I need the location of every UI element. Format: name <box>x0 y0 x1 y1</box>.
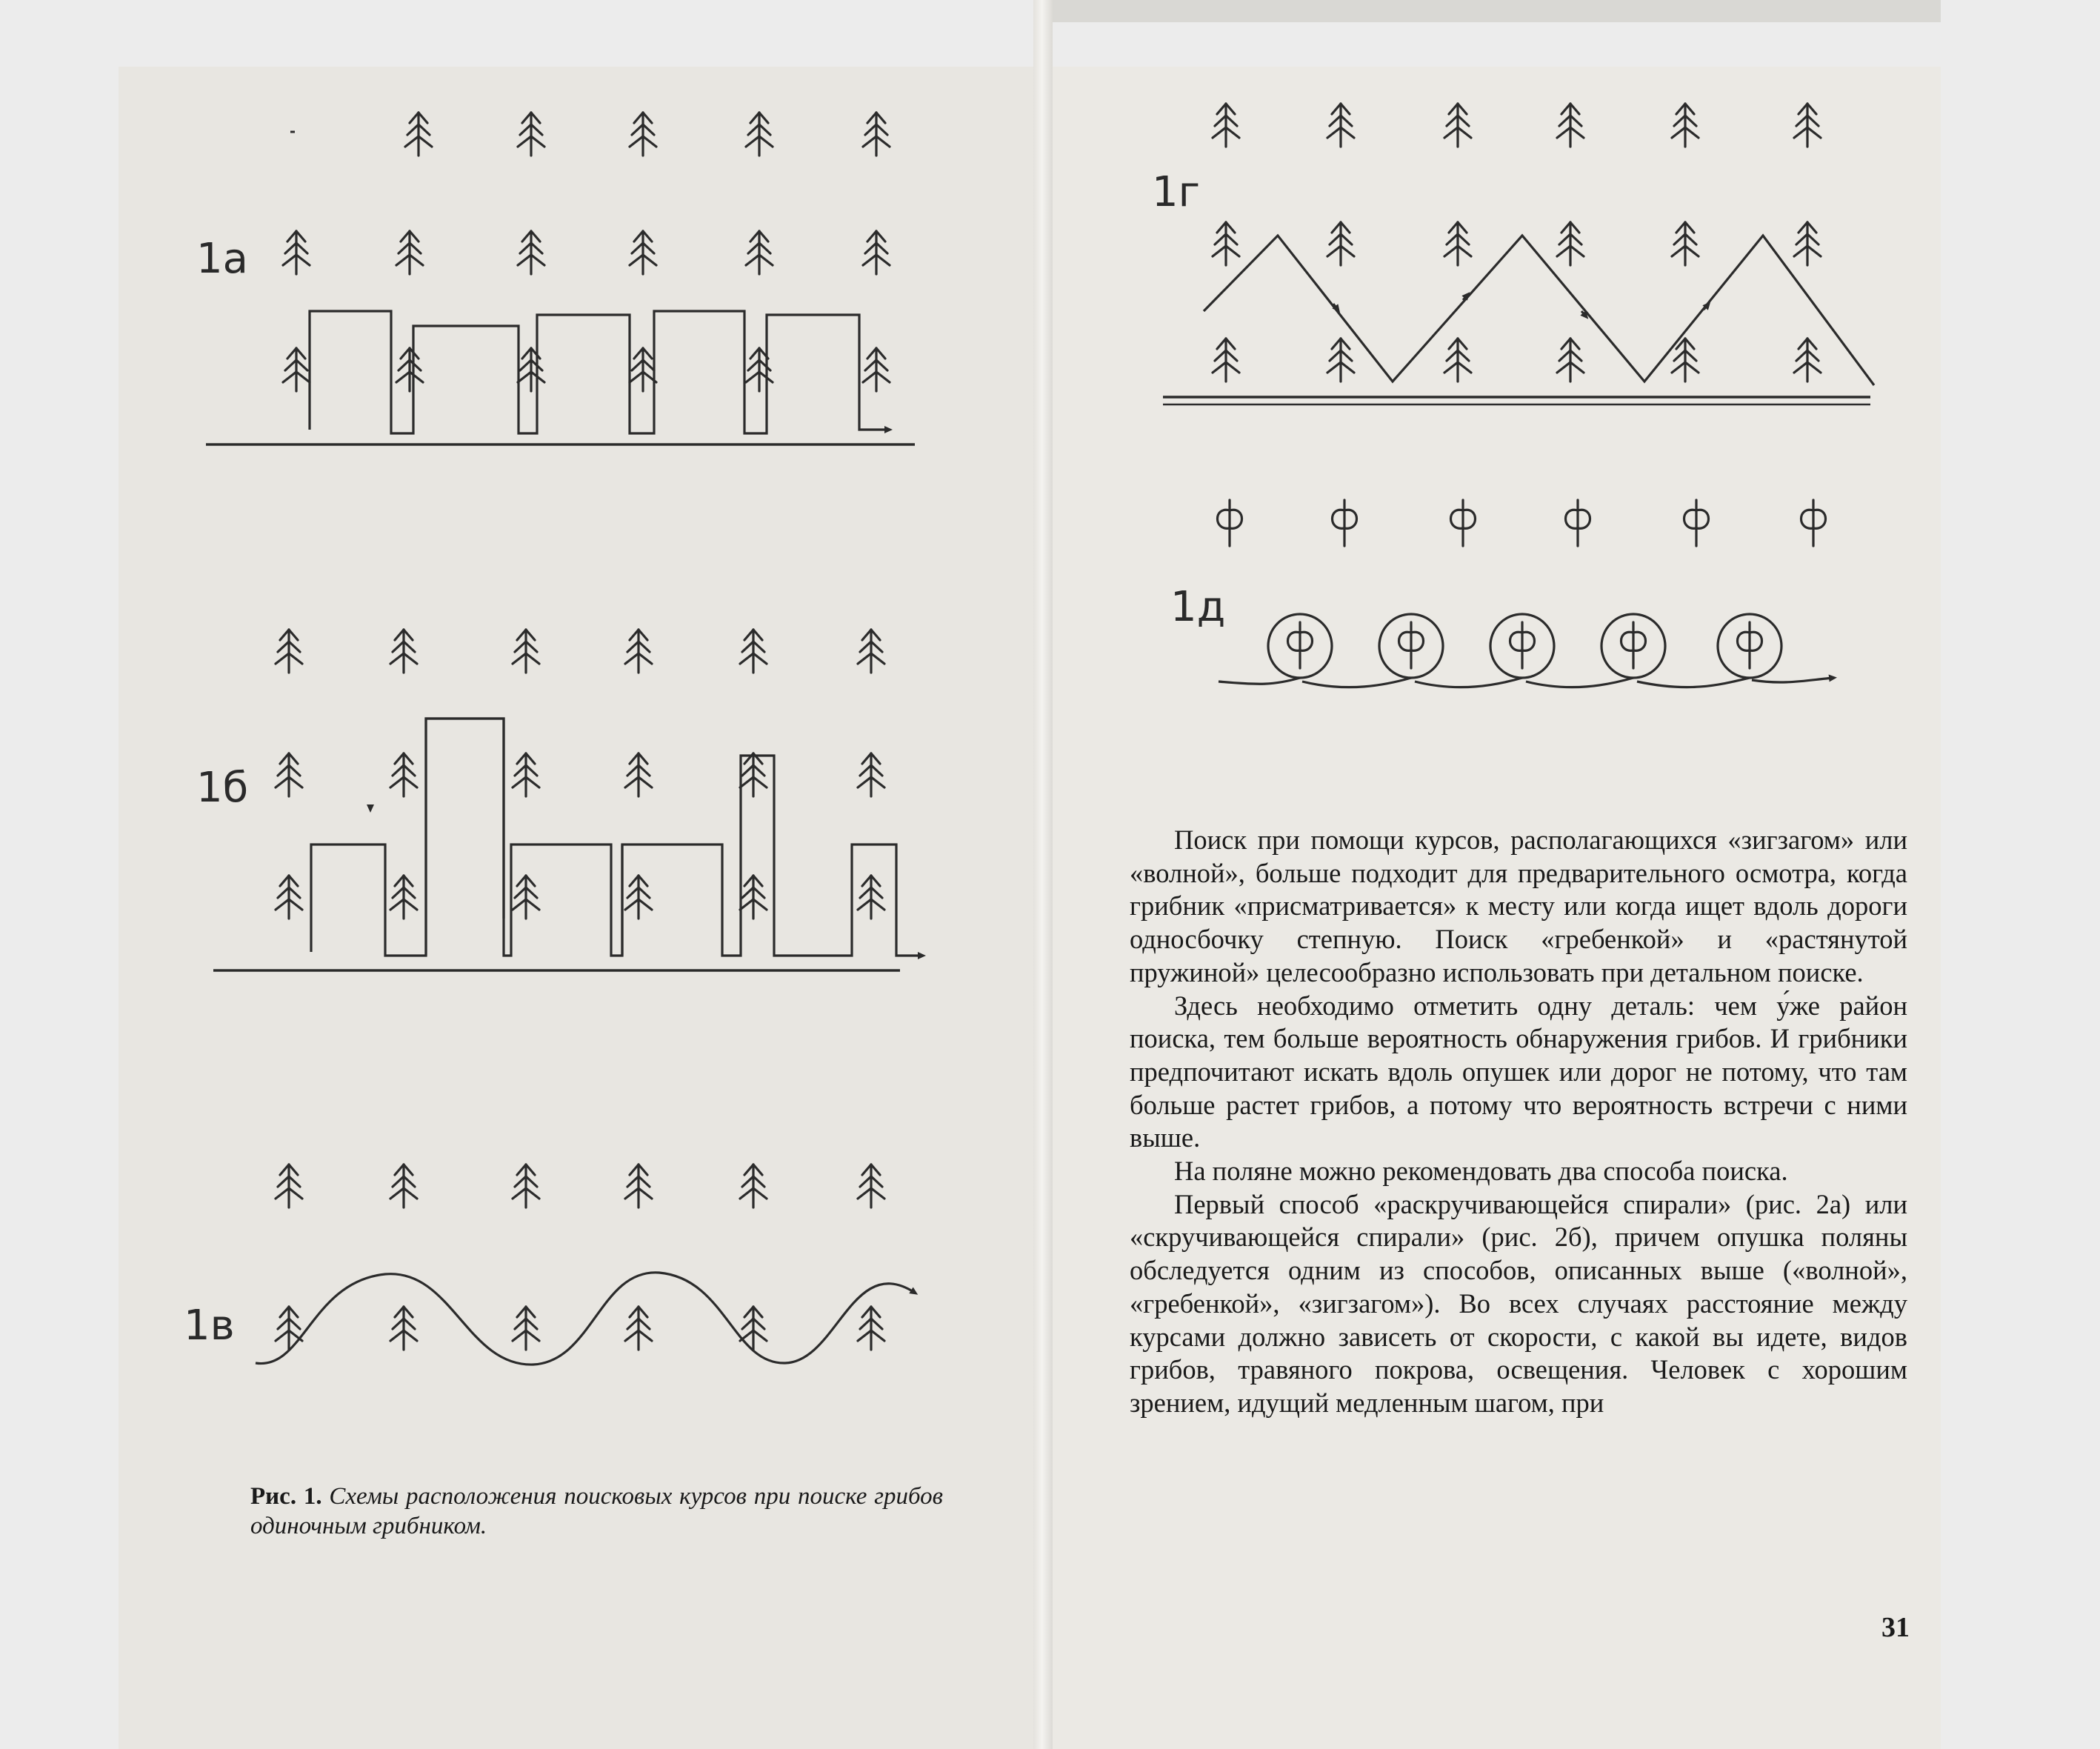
fir-tree-icon <box>858 753 884 796</box>
fir-tree-icon <box>518 113 544 156</box>
diagram-1a-comb <box>196 113 915 444</box>
mushroom-icon <box>1738 622 1762 668</box>
fir-tree-icon <box>1672 339 1699 382</box>
page-number: 31 <box>1881 1612 1910 1643</box>
fir-tree-icon <box>625 630 652 673</box>
fir-tree-icon <box>390 1307 417 1350</box>
caption-text: Схемы расположения поисковых курсов при поиске грибов одиночным грибником. <box>250 1483 944 1539</box>
fir-tree-icon <box>746 348 773 391</box>
fir-tree-icon <box>283 231 310 274</box>
diagram-1d-spring <box>1170 500 1833 687</box>
fir-tree-icon <box>396 231 423 274</box>
fir-tree-icon <box>858 876 884 919</box>
figure-label-1a: 1а <box>196 235 248 283</box>
fir-tree-icon <box>863 348 890 391</box>
figure-label-1g: 1г <box>1152 168 1201 216</box>
fir-tree-icon <box>1327 339 1354 382</box>
mushroom-icon <box>1333 500 1357 546</box>
fir-tree-icon <box>746 231 773 274</box>
fir-tree-icon <box>858 1307 884 1350</box>
caption-prefix: Рис. 1. <box>250 1483 322 1510</box>
fir-tree-icon <box>863 231 890 274</box>
fir-tree-icon <box>513 1165 539 1207</box>
mushroom-icon <box>1510 622 1535 668</box>
paragraph: Первый способ «раскручивающейся спирали» (рис. 2а) или «скручивающейся спирали» (рис. 2б), причем опушка поляны обследуется одним из способов, описанных выше («волной», «гребенкой», «зигзагом»). Во всех случаях расстояние между курсами должно зависеть от скорости, с какой вы идете, видов грибов, травяного покрова, освещения. Человек с хорошим зрением, идущий медленным шагом, при <box>1130 1188 1907 1418</box>
fir-tree-icon <box>1557 104 1584 147</box>
fir-tree-icon <box>746 113 773 156</box>
fir-tree-icon <box>1213 104 1239 147</box>
fir-tree-icon <box>390 876 417 919</box>
diagram-1b-stretched-comb <box>196 630 922 970</box>
fir-tree-icon <box>1213 222 1239 265</box>
fir-tree-icon <box>513 1307 539 1350</box>
fir-tree-icon <box>740 753 767 796</box>
fir-tree-icon <box>1672 104 1699 147</box>
fir-tree-icon <box>740 1165 767 1207</box>
fir-tree-icon <box>630 113 656 156</box>
paragraph: На поляне можно рекомендовать два способа поиска. <box>1174 1156 1788 1187</box>
fir-tree-icon <box>1672 222 1699 265</box>
body-text <box>1130 824 1907 1420</box>
fir-tree-icon <box>276 1307 302 1350</box>
fir-tree-icon <box>405 113 432 156</box>
fir-tree-icon <box>513 876 539 919</box>
fir-tree-icon <box>625 876 652 919</box>
figure-label-1d: 1д <box>1170 583 1226 631</box>
figure-label-1v: 1в <box>184 1302 235 1350</box>
fir-tree-icon <box>390 753 417 796</box>
fir-tree-icon <box>1327 104 1354 147</box>
tree-row <box>283 113 890 391</box>
fir-tree-icon <box>518 348 544 391</box>
mushroom-icon <box>1399 622 1424 668</box>
fir-tree-icon <box>283 348 310 391</box>
fir-tree-icon <box>625 1165 652 1207</box>
mushroom-icon <box>1684 500 1709 546</box>
mushroom-icon <box>1621 622 1646 668</box>
fir-tree-icon <box>858 630 884 673</box>
fir-tree-icon <box>276 630 302 673</box>
fir-tree-icon <box>1213 339 1239 382</box>
mushroom-icon <box>1218 500 1242 546</box>
fir-tree-icon <box>858 1165 884 1207</box>
fir-tree-icon <box>1444 222 1471 265</box>
fir-tree-icon <box>518 231 544 274</box>
fir-tree-icon <box>1444 339 1471 382</box>
paragraph: Здесь необходимо отметить одну деталь: чем у́же район поиска, тем больше вероятность обнаружения грибов. И грибники предпочитают искать вдоль опушек или дорог не потому, что там больше растет грибов, а потому что вероятность встречи с ними выше. <box>1130 990 1907 1153</box>
fir-tree-icon <box>863 113 890 156</box>
fir-tree-icon <box>740 876 767 919</box>
fir-tree-icon <box>1444 104 1471 147</box>
mushroom-icon <box>1801 500 1826 546</box>
mushroom-icon <box>1566 500 1590 546</box>
fir-tree-icon <box>276 753 302 796</box>
fir-tree-icon <box>276 1165 302 1207</box>
fir-tree-icon <box>740 1307 767 1350</box>
fir-tree-icon <box>390 1165 417 1207</box>
fir-tree-icon <box>1327 222 1354 265</box>
figure-caption <box>250 1482 943 1541</box>
diagram-1g-zigzag <box>1152 104 1874 404</box>
fir-tree-icon <box>1794 222 1821 265</box>
fir-tree-icon <box>1794 104 1821 147</box>
fir-tree-icon <box>1794 339 1821 382</box>
fir-tree-icon <box>625 753 652 796</box>
fir-tree-icon <box>630 348 656 391</box>
fir-tree-icon <box>630 231 656 274</box>
fir-tree-icon <box>1557 222 1584 265</box>
paragraph: Поиск при помощи курсов, располагающихся «зигзагом» или «волной», больше подходит для предварительного осмотра, когда грибник «присматривается» к месту или когда ищет вдоль дороги односбочку степную. Поиск «гребенкой» и «растянутой пружиной» целесообразно использовать при детальном поиске. <box>1130 824 1907 987</box>
fir-tree-icon <box>625 1307 652 1350</box>
figure-label-1b: 1б <box>196 764 249 812</box>
fir-tree-icon <box>276 876 302 919</box>
fir-tree-icon <box>513 753 539 796</box>
mushroom-icon <box>1288 622 1313 668</box>
mushroom-icon <box>1451 500 1476 546</box>
fir-tree-icon <box>396 348 423 391</box>
fir-tree-icon <box>390 630 417 673</box>
diagram-1v-wave <box>184 1165 915 1365</box>
fir-tree-icon <box>1557 339 1584 382</box>
fir-tree-icon <box>740 630 767 673</box>
fir-tree-icon <box>513 630 539 673</box>
